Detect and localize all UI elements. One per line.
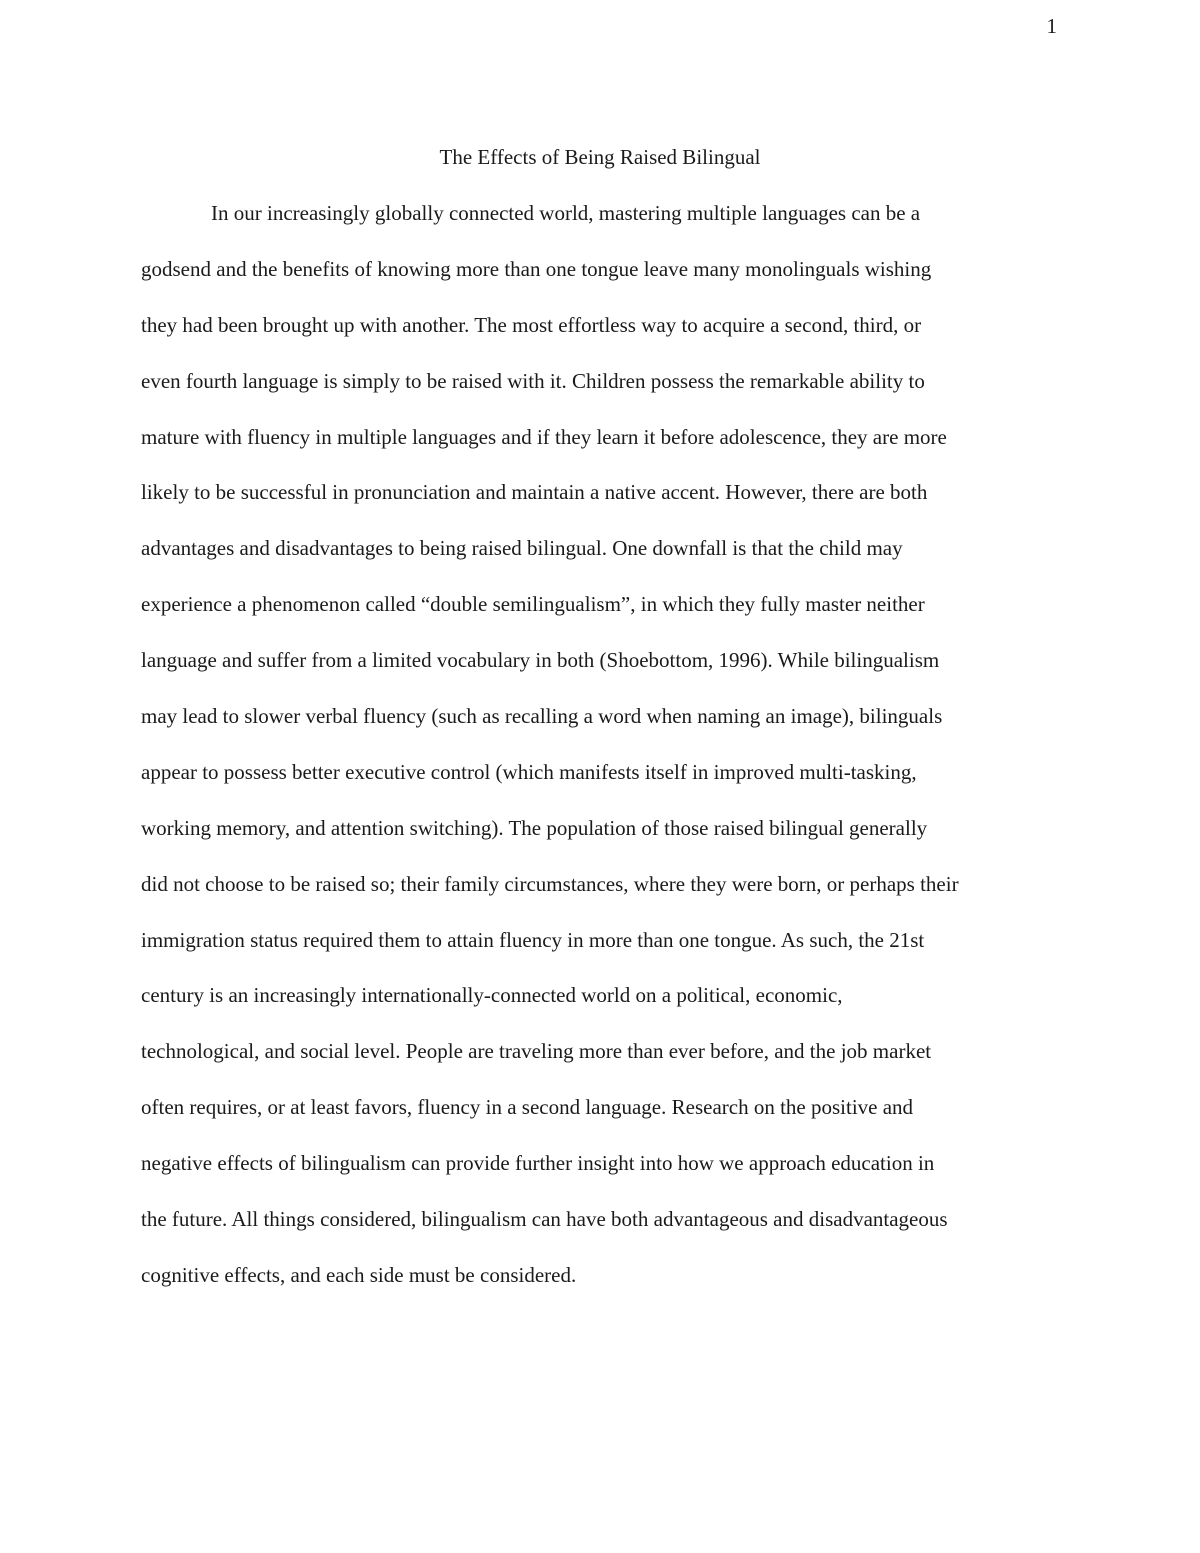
paragraph-line: mature with fluency in multiple languages and if they learn it before adolescence, they are more [141, 424, 947, 449]
paragraph-line: immigration status required them to attain fluency in more than one tongue. As such, the 21st [141, 927, 925, 952]
paragraph-line: likely to be successful in pronunciation and maintain a native accent. However, there are both [141, 480, 928, 505]
paragraph-line: advantages and disadvantages to being raised bilingual. One downfall is that the child may [141, 536, 903, 561]
paragraph-line: often requires, or at least favors, fluency in a second language. Research on the positive and [141, 1095, 914, 1120]
paragraph-line: technological, and social level. People are traveling more than ever before, and the job market [141, 1039, 932, 1064]
paragraph-line: even fourth language is simply to be raised with it. Children possess the remarkable ability to [141, 368, 925, 393]
paragraph-line: century is an increasingly internationally-connected world on a political, economic, [141, 983, 843, 1008]
body-paragraph [141, 199, 1071, 1317]
document-title: The Effects of Being Raised Bilingual [439, 145, 761, 169]
paragraph-line: appear to possess better executive control (which manifests itself in improved multi-tasking, [141, 759, 917, 784]
paragraph-line: language and suffer from a limited vocabulary in both (Shoebottom, 1996). While bilingualism [141, 648, 940, 673]
paragraph-line: negative effects of bilingualism can provide further insight into how we approach education in [141, 1151, 935, 1176]
paragraph-line: In our increasingly globally connected world, mastering multiple languages can be a [211, 201, 921, 225]
paragraph-line: working memory, and attention switching). The population of those raised bilingual generally [141, 815, 928, 840]
paragraph-line: did not choose to be raised so; their family circumstances, where they were born, or perhaps their [141, 871, 959, 896]
paragraph-line: godsend and the benefits of knowing more than one tongue leave many monolinguals wishing [141, 256, 932, 281]
paragraph-line: the future. All things considered, bilingualism can have both advantageous and disadvantageous [141, 1207, 948, 1232]
paragraph-line: may lead to slower verbal fluency (such as recalling a word when naming an image), bilinguals [141, 704, 943, 729]
paragraph-line: cognitive effects, and each side must be considered. [141, 1262, 577, 1287]
paragraph-line: they had been brought up with another. The most effortless way to acquire a second, third, or [141, 312, 922, 337]
page-number: 1 [1046, 14, 1057, 38]
paragraph-line: experience a phenomenon called “double semilingualism”, in which they fully master neither [141, 592, 925, 617]
